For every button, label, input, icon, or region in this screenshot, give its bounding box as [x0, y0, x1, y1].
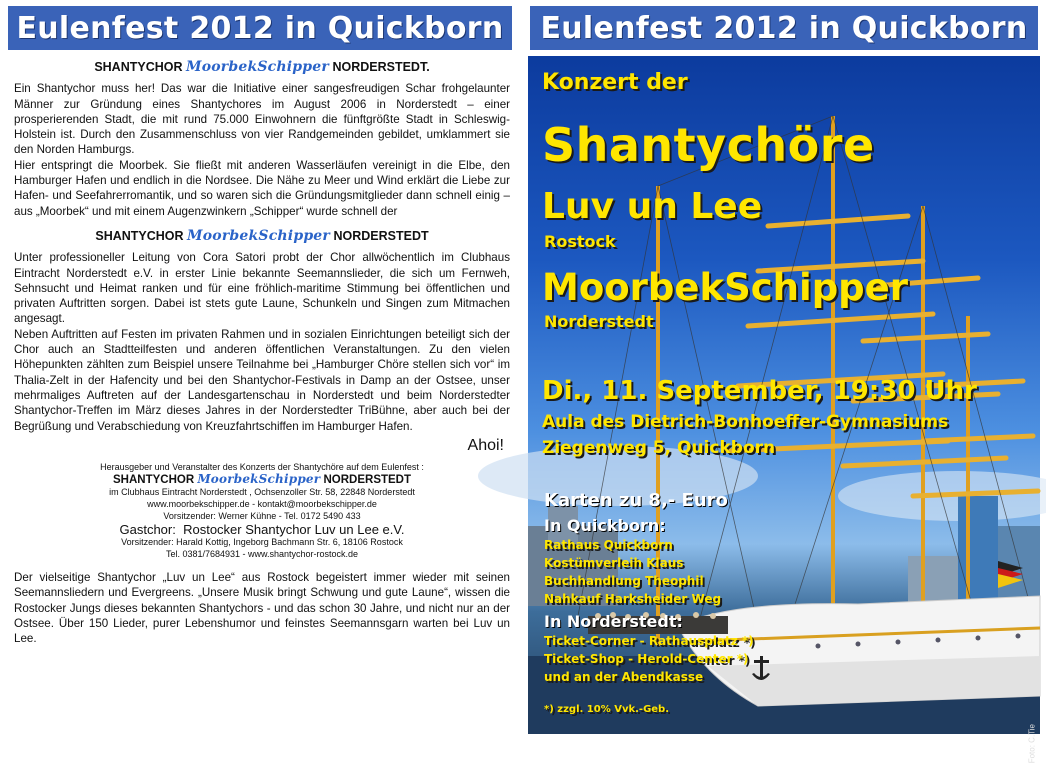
poster-rostock: Rostock	[544, 232, 616, 251]
banner-right	[530, 6, 1038, 50]
poster-konzert: Konzert der	[542, 70, 688, 95]
paragraph-intro: Ein Shantychor muss her! Das war die Initiative einer sangesfreudigen Schar frohgelaunter Männer zur Gründung eines Shantychores im August 2006 in Norderstedt – einer prosperierenden Stadt, die mit rund 75.000 Einwohnern die fünftgrößte Stadt in Schleswig-Holstein ist. Durch den Zusammenschluss von vier Randgemeinden gebildet, umklammert sie den Norden Hamburgs.	[14, 82, 510, 157]
poster-venue: Aula des Dietrich-Bonhoeffer-Gymnasiums	[542, 412, 949, 432]
concert-poster	[528, 56, 1040, 763]
poster-vendor: und an der Abendkasse	[544, 670, 704, 684]
poster-tickets: Karten zu 8,- Euro	[544, 490, 728, 511]
paragraph-rehearsal: Unter professioneller Leitung von Cora Satori probt der Chor allwöchentlich im Clubhaus Eintracht Norderstedt e.V. in erster Linie bekannte Seemannslieder, die sich um Fernweh, Sehnsucht und Heimat ranken und für eine fröhlich-maritime Stimmung bei öffentlichen und privaten Auftritten sorgen. Dabei ist stets gute Laune, Schunkeln und Singen zum Mitmachen angesagt.	[14, 251, 510, 326]
guest-choir: Gastchor: Rostocker Shantychor Luv un Lee e.V.	[119, 522, 405, 538]
headline-choir: SHANTYCHOR MoorbekSchipper NORDERSTEDT.	[94, 59, 430, 75]
banner-left	[8, 6, 512, 50]
poster-vendor: Rathaus Quickborn	[544, 538, 673, 552]
choir-logo-text: MoorbekSchipper	[187, 227, 330, 244]
poster-luv-un-lee: Luv un Lee	[542, 186, 763, 227]
photo-credit: Foto: C.Tie	[1027, 724, 1036, 763]
publisher-name: SHANTYCHOR MoorbekSchipper NORDERSTEDT	[112, 472, 412, 487]
ahoi-signoff: Ahoi!	[467, 436, 504, 454]
poster-vendor: Nahkauf Harksheider Weg	[544, 592, 722, 606]
poster-vendor: Ticket-Corner - Rathausplatz *)	[544, 634, 754, 648]
publisher-web: www.moorbekschipper.de - kontakt@moorbekschipper.de	[147, 499, 377, 510]
poster-date: Di., 11. September, 19:30 Uhr	[542, 376, 977, 406]
banner-title: Eulenfest 2012 in Quickborn	[16, 10, 504, 46]
paragraph-events: Neben Auftritten auf Festen im privaten Rahmen und in sozialen Einrichtungen beteiligt sich der Chor auch an Stadtteilfesten und anderen öffentlichen Veranstaltungen. Zu den vielen Höhepunkten zählten zum Beispiel unsere Teilnahme bei „Hamburger Chöre stellen sich vor“ im Thalia-Zelt in der Hafencity und bei den Shantychor-Festivals in Damp an der Ostsee, unser mehrmaliges Auftreten auf der Landesgartenschau in Norderstedt und beim Norderstedter Shantychor-Treffen im März dieses Jahres in der Norderstedter TriBühne, aber auch bei der Begrüßung und Verabschiedung von Kreuzfahrtschiffen im Hamburger Hafen.	[14, 327, 510, 433]
banner-title: Eulenfest 2012 in Quickborn	[540, 10, 1028, 46]
headline-choir-2: SHANTYCHOR MoorbekSchipper NORDERSTEDT	[95, 227, 429, 244]
poster-vendor: Buchhandlung Theophil	[544, 574, 704, 588]
publisher-credits: Herausgeber und Veranstalter des Konzerts der Shantychöre auf dem Eulenfest : SHANTYCHOR MoorbekSchipper NORDERSTEDT im Clubhaus Eintracht Norderstedt , Ochsenzoller Str. 58, 22848 Norderstedt www.moorbekschipper.de - kontakt@moorbekschipper.de Vorsitzender: Werner Kühne - Tel. 0172 5490 433 Gastchor: Rostocker Shantychor Luv un Lee e.V. Vorsitzender: Harald Kottig, Ingeborg Bachmann Str. 6, 18106 Rostock Tel. 0381/7684931 - www.shantychor-rostock.de	[14, 461, 510, 560]
poster-moorbekschipper: MoorbekSchipper	[542, 266, 909, 309]
poster-vendor: Ticket-Shop - Herold-Center *)	[544, 652, 749, 666]
poster-shantychoere: Shantychöre	[542, 118, 875, 172]
paragraph-guest: Der vielseitige Shantychor „Luv un Lee“ aus Rostock begeistert immer wieder mit seinen Seemannsliedern und Evergreens. „Unsere Musik bringt Schwung und gute Laune“, wissen die Rostocker Jungs dieses bekannten Shantychors - und das schon 30 Jahre, und nicht nur an der Ostsee. Über 150 Lieder, purer Lebenshumor und feinstes Seemannsgarn warten bei Luv un Lee.	[14, 571, 510, 646]
poster-in-norderstedt: In Norderstedt:	[544, 612, 683, 631]
poster-norderstedt: Norderstedt	[544, 312, 654, 331]
poster-address: Ziegenweg 5, Quickborn	[542, 438, 776, 458]
poster-in-quickborn: In Quickborn:	[544, 516, 666, 535]
left-column	[14, 56, 510, 658]
paragraph-moorbek: Hier entspringt die Moorbek. Sie fließt mit anderen Wasserläufen vereinigt in die Elbe, den Hamburger Hafen und endlich in die Nordsee. Die Nähe zu Meer und Wind erklärt die Liebe zur Hafen- und Seefahrerromantik, und so waren sich die Gründungsmitglieder dann schnell einig – aus „Moorbek“ und mit einem Augenzwinkern „Schipper“ wurde schnell der	[14, 158, 510, 218]
poster-vendor: Kostümverleih Klaus	[544, 556, 684, 570]
poster-footnote: *) zzgl. 10% Vvk.-Geb.	[544, 704, 670, 715]
choir-logo-text: MoorbekSchipper	[186, 59, 329, 75]
choir-logo-text: MoorbekSchipper	[197, 472, 321, 487]
